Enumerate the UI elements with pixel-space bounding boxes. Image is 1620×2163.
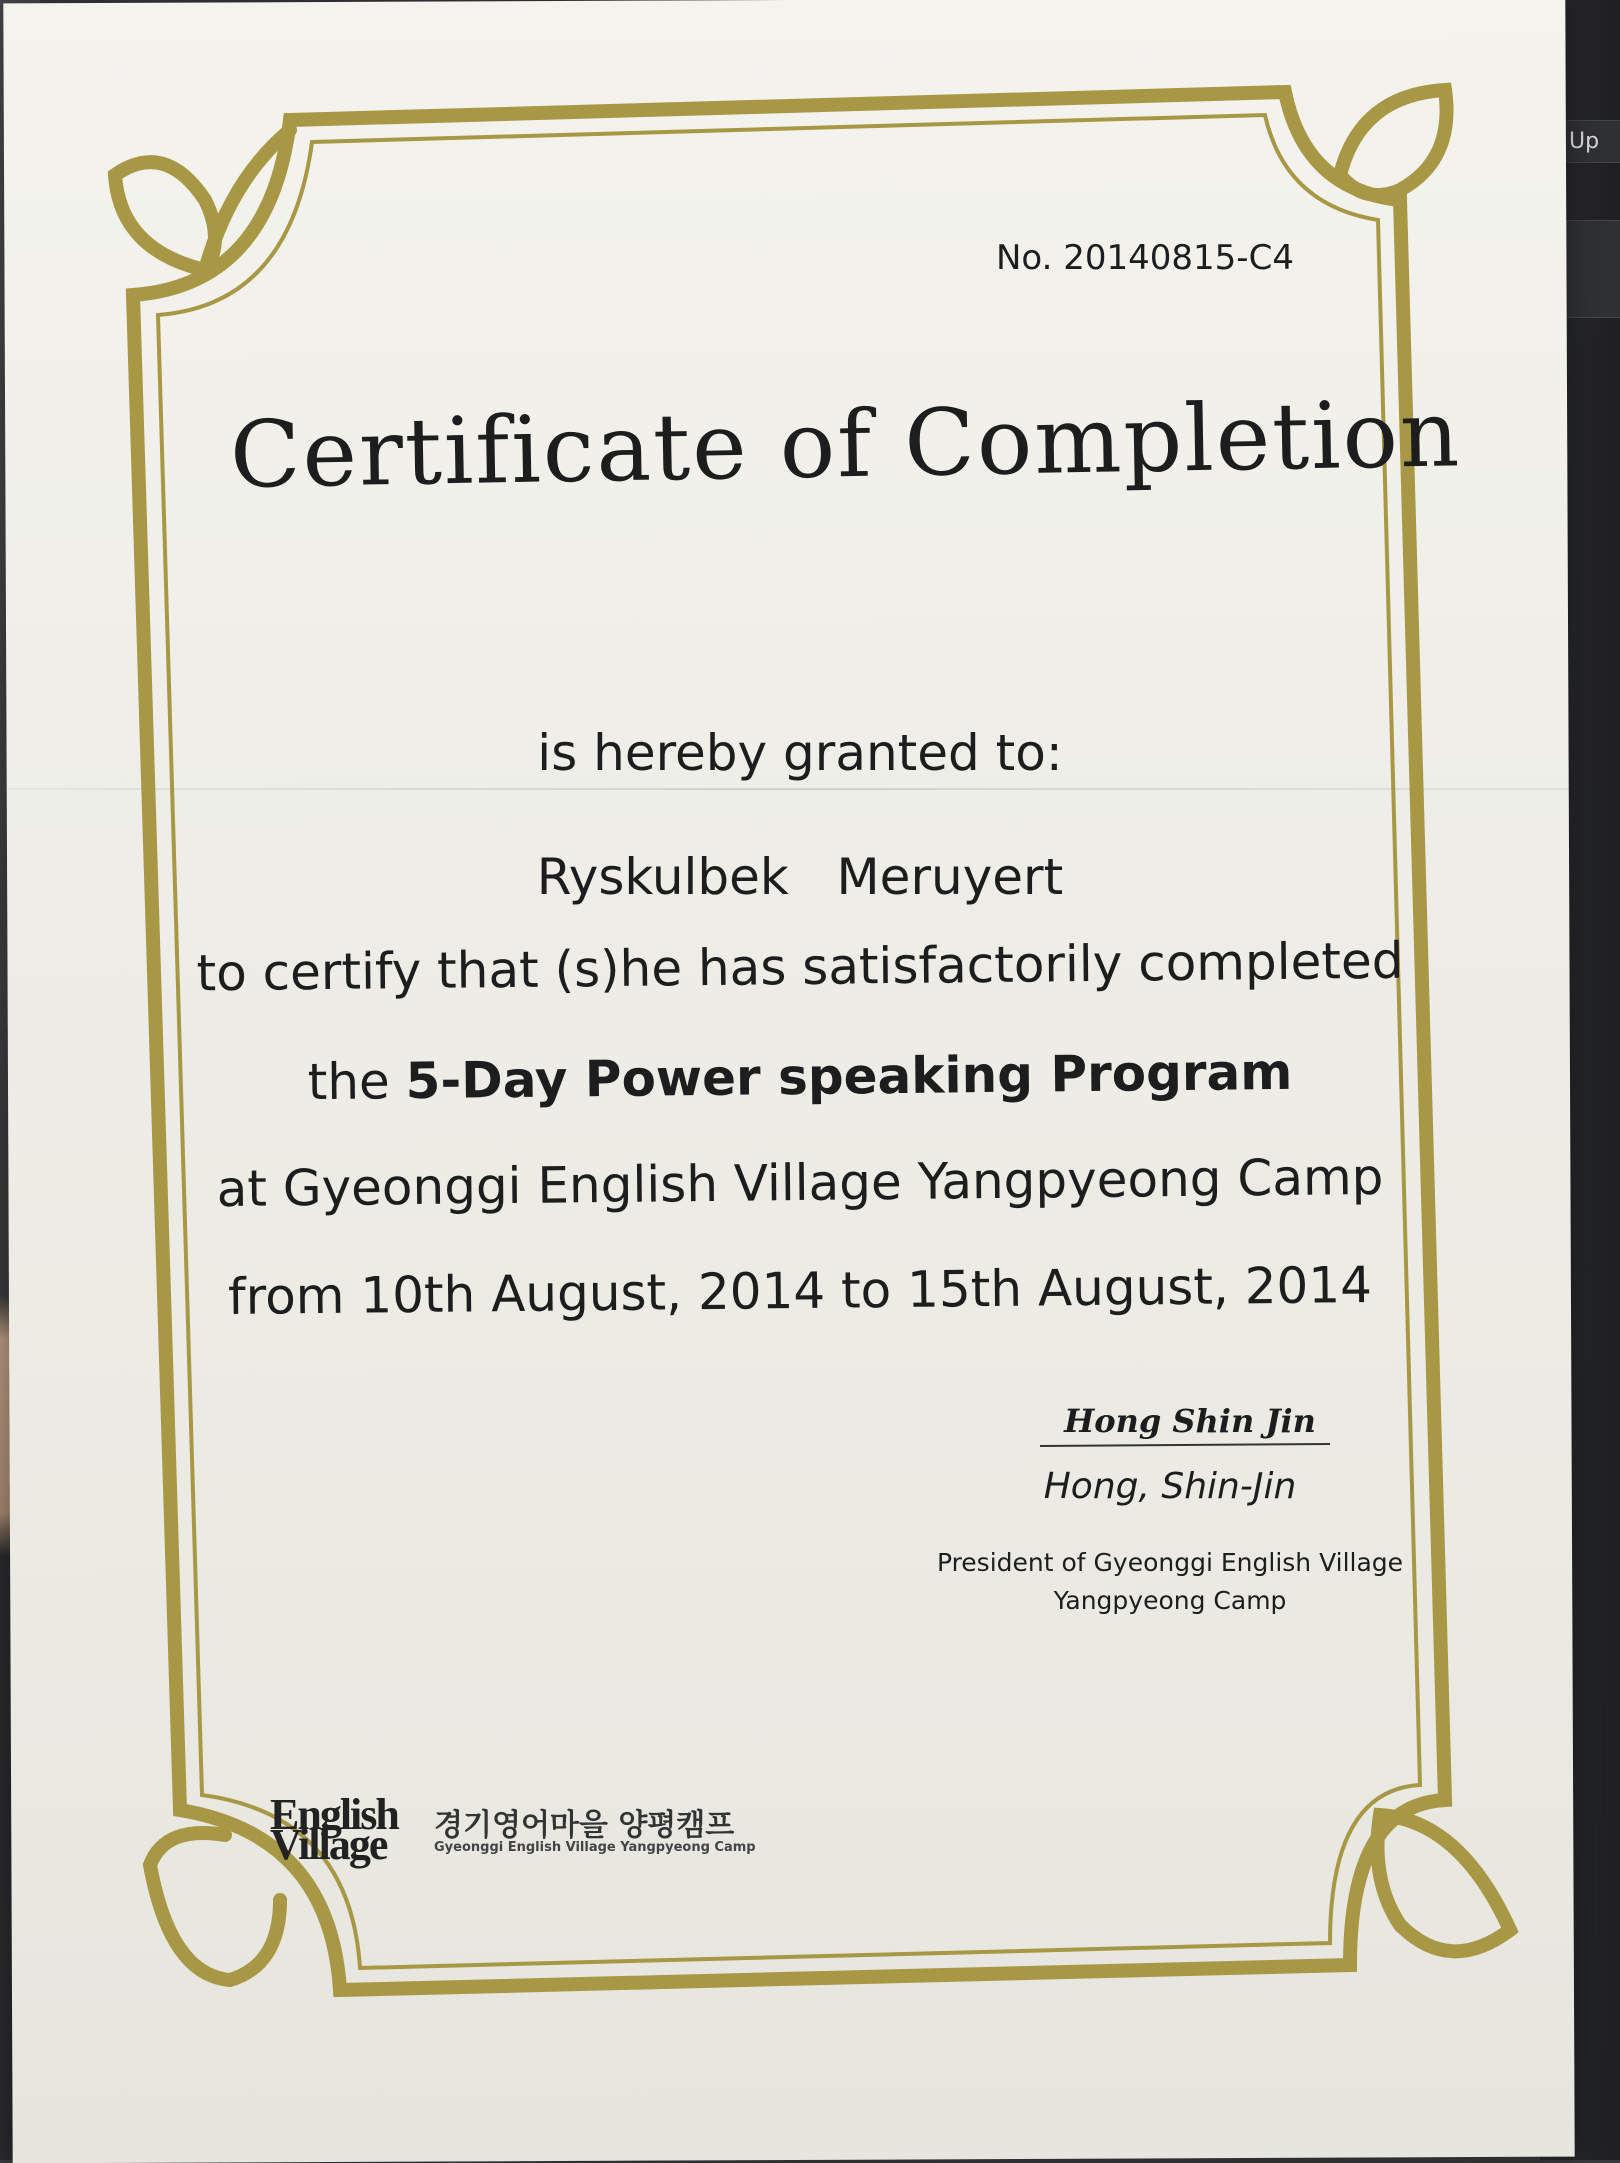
logo-mark: English Village	[270, 1790, 398, 1869]
location-line: at Gyeonggi English Village Yangpyeong Camp	[216, 1147, 1384, 1219]
corner-ornament-top-right	[1340, 90, 1447, 195]
certificate-number: No. 20140815-C4	[996, 238, 1294, 278]
corner-ornament-bottom-left	[150, 1833, 280, 1980]
signatory-role-line1: President of Gyeonggi English Village	[936, 1548, 1404, 1577]
recipient-name: Ryskulbek Meruyert	[536, 848, 1064, 906]
logo-korean-text: 경기영어마을 양평캠프	[434, 1808, 735, 1843]
english-village-logo	[270, 1790, 770, 1870]
dates-line: from 10th August, 2014 to 15th August, 2014	[227, 1256, 1373, 1326]
keyboard-key-up: Up	[1562, 120, 1620, 163]
certificate-title: Certificate of Completion	[229, 380, 1463, 509]
program-prefix: the	[307, 1052, 391, 1112]
program-name: 5-Day Power speaking Program	[405, 1042, 1293, 1111]
signatory-role-line2: Yangpyeong Camp	[1053, 1586, 1287, 1615]
corner-ornament-bottom-right	[1378, 1815, 1511, 1951]
logo-english-text: Gyeonggi English Village Yangpyeong Camp	[434, 1840, 756, 1855]
signatory-role	[900, 1544, 1440, 1620]
granted-line: is hereby granted to:	[537, 724, 1063, 782]
certify-line: to certify that (s)he has satisfactorily completed	[196, 931, 1404, 1003]
signatory-name: Hong, Shin-Jin	[1043, 1466, 1297, 1507]
handwritten-signature: Hong Shin Jin	[1064, 1402, 1316, 1440]
